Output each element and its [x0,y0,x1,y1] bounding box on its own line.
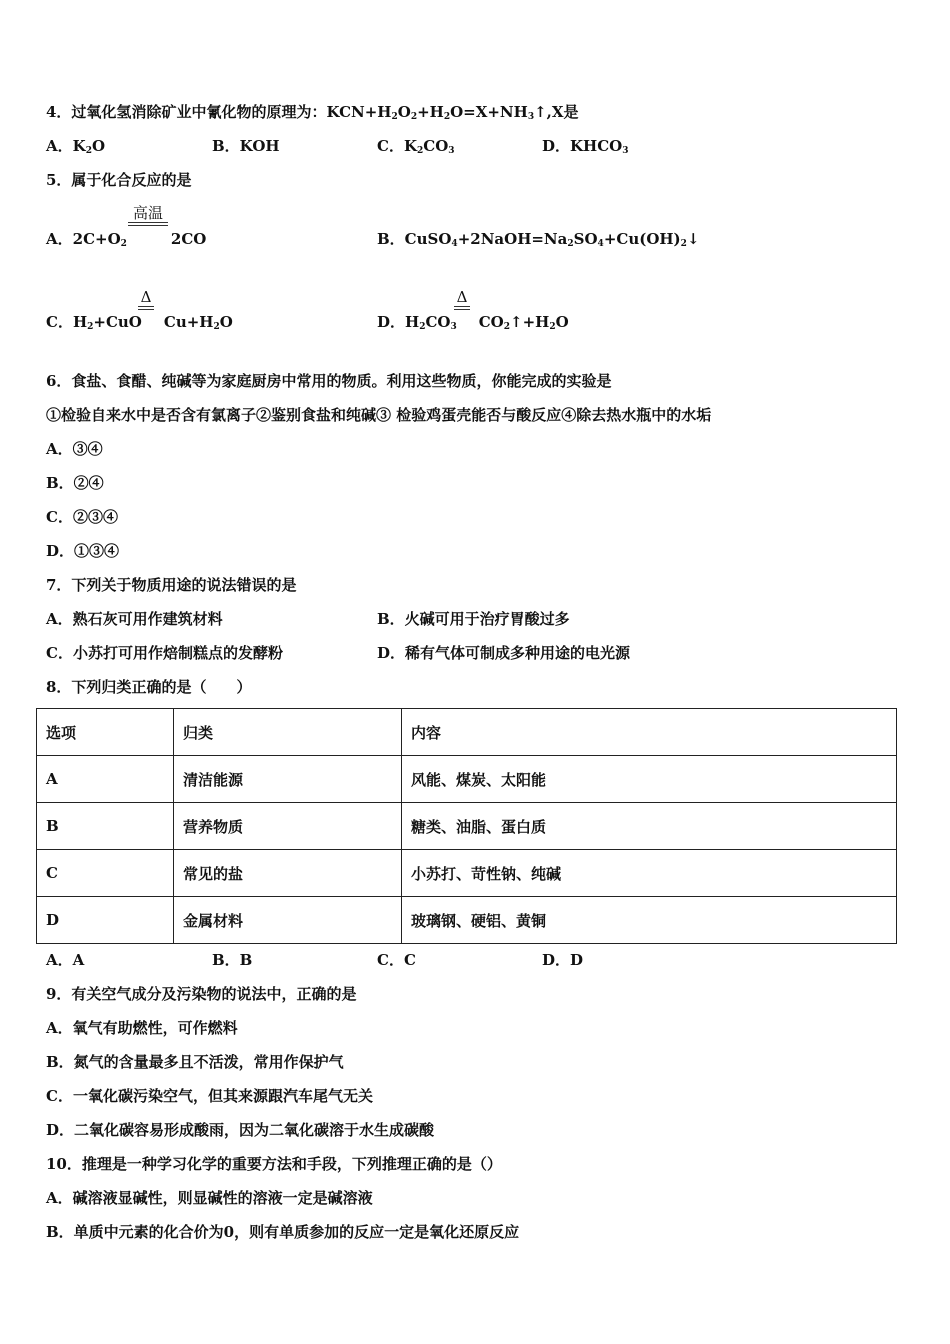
q7-option-c: C．小苏打可用作焙制糕点的发酵粉 [46,644,283,662]
q5-d-condition: Δ [454,288,470,310]
q6-option-d: D．①③④ [46,542,120,560]
table-header-cell: 内容 [402,709,897,756]
q9-stem: 9．有关空气成分及污染物的说法中，正确的是 [46,985,357,1003]
table-header-cell: 选项 [37,709,174,756]
q9-option-c: C．一氧化碳污染空气，但其来源跟汽车尾气无关 [46,1087,373,1105]
table-cell: 玻璃钢、硬铝、黄铜 [402,897,897,944]
q5-option-c: C．$H_2+CuO$ $Cu+H_2O$ [46,313,233,332]
q6-option-a: A．③④ [46,440,103,458]
q7-stem: 7．下列关于物质用途的说法错误的是 [46,576,297,594]
table-row [37,897,897,944]
table-row [37,803,897,850]
q4-option-d: D．$KHCO_3$ [542,137,629,156]
table-cell: 糖类、油脂、蛋白质 [402,803,897,850]
q5-a-condition: 高温 [128,204,168,226]
table-header-row [37,709,897,756]
table-row [37,850,897,897]
table-cell: C [37,850,174,897]
table-cell: D [37,897,174,944]
q6-option-c: C．②③④ [46,508,118,526]
table-cell: 风能、煤炭、太阳能 [402,756,897,803]
q10-stem: 10．推理是一种学习化学的重要方法和手段，下列推理正确的是（） [46,1155,502,1173]
q5-c-condition: Δ [138,288,154,310]
q4-option-c: C．$K_2CO_3$ [377,137,455,156]
table-cell: 金属材料 [174,897,402,944]
q6-option-b: B．②④ [46,474,104,492]
q8-table [36,708,897,944]
q4-option-b: B．KOH [212,137,280,155]
table-row [37,756,897,803]
q5-stem: 5．属于化合反应的是 [46,171,192,189]
q4-stem: 4．过氧化氢消除矿业中氰化物的原理为：$KCN+H_2O_2+H_2O=X+NH_3↑,X$是 [46,103,579,122]
q9-option-b: B．氮气的含量最多且不活泼，常用作保护气 [46,1053,344,1071]
table-cell: B [37,803,174,850]
q8-stem: 8．下列归类正确的是（ ） [46,678,252,696]
q5-option-a: A．$2C+O_2$ 2CO [46,230,207,249]
q7-option-b: B．火碱可用于治疗胃酸过多 [377,610,570,628]
q6-items: ①检验自来水中是否含有氯离子②鉴别食盐和纯碱③ 检验鸡蛋壳能否与酸反应④除去热水瓶中的水垢 [46,406,712,424]
q4-option-a: A．$K_2O$ [46,137,106,156]
q9-option-d: D．二氧化碳容易形成酸雨，因为二氧化碳溶于水生成碳酸 [46,1121,435,1139]
q7-option-a: A．熟石灰可用作建筑材料 [46,610,223,628]
table-cell: 小苏打、苛性钠、纯碱 [402,850,897,897]
q5-option-d: D．$H_2CO_3$ $CO_2↑+H_2O$ [377,313,569,332]
q6-stem: 6．食盐、食醋、纯碱等为家庭厨房中常用的物质。利用这些物质，你能完成的实验是 [46,372,612,390]
q9-option-a: A．氧气有助燃性，可作燃料 [46,1019,238,1037]
table-cell: 常见的盐 [174,850,402,897]
q5-option-b: B．$CuSO_4+2NaOH=Na_2SO_4+Cu(OH)_2↓$ [377,230,700,249]
q7-option-d: D．稀有气体可制成多种用途的电光源 [377,644,631,662]
q10-option-a: A．碱溶液显碱性，则显碱性的溶液一定是碱溶液 [46,1189,373,1207]
table-cell: 营养物质 [174,803,402,850]
q8-option-a: A．A [46,951,85,969]
q8-option-b: B．B [212,951,253,969]
q10-option-b: B．单质中元素的化合价为0，则有单质参加的反应一定是氧化还原反应 [46,1223,520,1241]
q8-option-d: D．D [542,951,584,969]
q8-option-c: C．C [377,951,416,969]
table-cell: A [37,756,174,803]
table-header-cell: 归类 [174,709,402,756]
table-cell: 清洁能源 [174,756,402,803]
